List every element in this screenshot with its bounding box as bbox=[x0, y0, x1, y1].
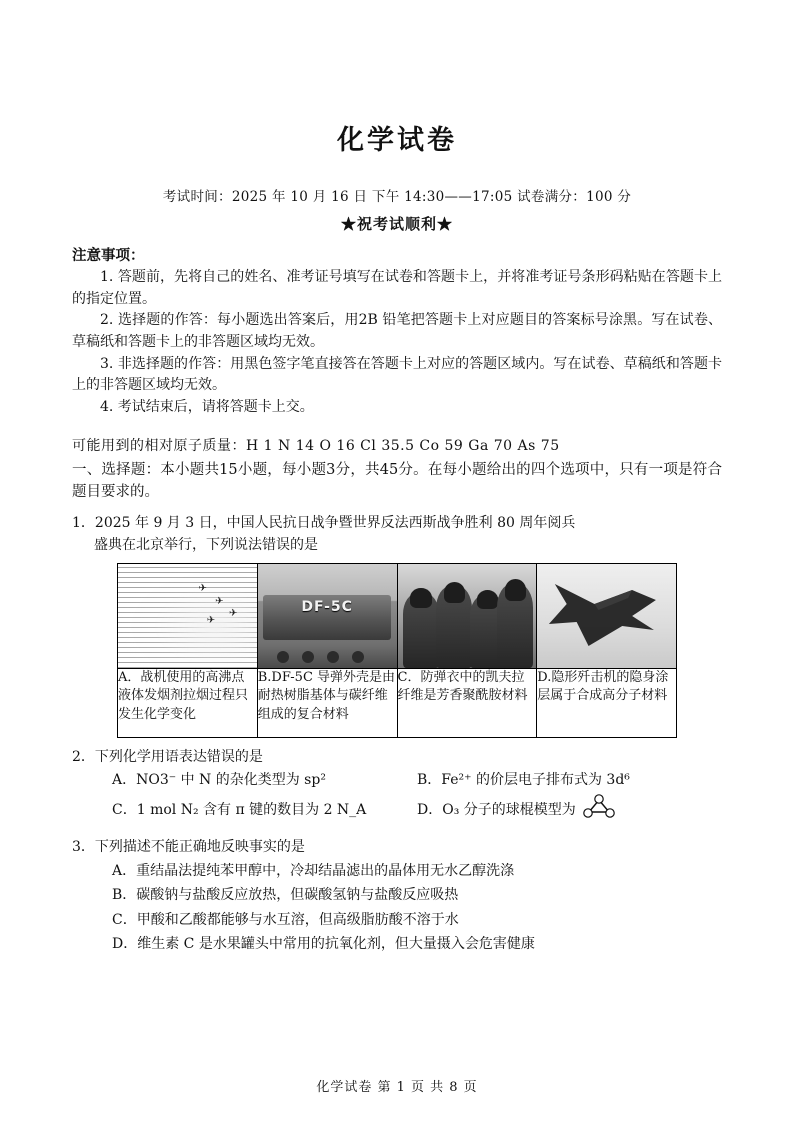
question-1-picture-table bbox=[117, 563, 677, 738]
picture-cell-c bbox=[397, 563, 537, 668]
caption-a: A．战机使用的高沸点液体发烟剂拉烟过程只发生化学变化 bbox=[118, 668, 258, 737]
soldier-figure bbox=[403, 593, 439, 668]
question-3-number: 3． bbox=[72, 839, 95, 856]
question-2-option-b: B．Fe²⁺ 的价层电子排布式为 3d⁶ bbox=[417, 771, 630, 788]
question-1-stem-line1: 2025 年 9 月 3 日，中国人民抗日战争暨世界反法西斯战争胜利 80 周年阅兵 bbox=[94, 514, 576, 531]
wheel bbox=[277, 651, 289, 663]
helmet bbox=[410, 588, 432, 607]
notice-item-4: 4. 考试结束后，请将答题卡上交。 bbox=[100, 399, 314, 416]
image-stealth-fighter bbox=[537, 564, 676, 668]
page-title: 化学试卷 bbox=[337, 125, 457, 156]
notice-item-2: 2. 选择题的作答：每小题选出答案后，用2B 铅笔把答题卡上对应题目的答案标号涂黑。写在试卷、草稿纸和答题卡上的非答题区域均无效。 bbox=[72, 312, 722, 351]
caption-c: C．防弹衣中的凯夫拉纤维是芳香聚酰胺材料 bbox=[397, 668, 537, 737]
image-stealth-fighter-art bbox=[537, 564, 676, 668]
plane-icon bbox=[229, 611, 240, 616]
question-3-option-b: B．碳酸钠与盐酸反应放热，但碳酸氢钠与盐酸反应吸热 bbox=[112, 887, 459, 904]
question-2 bbox=[72, 746, 722, 768]
soldier-figure bbox=[497, 584, 533, 667]
question-2-option-d bbox=[417, 793, 722, 828]
question-3-option-c: C．甲酸和乙酸都能够与水互溶，但高级脂肪酸不溶于水 bbox=[112, 911, 459, 928]
section-one-heading: 一、选择题：本小题共15小题，每小题3分，共45分。在每小题给出的四个选项中，只有一项是符合题目要求的。 bbox=[72, 461, 722, 501]
question-3-stem: 下列描述不能正确地反映事实的是 bbox=[94, 839, 305, 856]
question-2-option-c: C．1 mol N₂ 含有 π 键的数目为 2 N_A bbox=[112, 802, 367, 819]
wheel bbox=[302, 651, 314, 663]
ozone-model-svg bbox=[582, 793, 616, 819]
wheel bbox=[352, 651, 364, 663]
exam-info: 考试时间：2025 年 10 月 16 日 下午 14:30——17:05 试卷满分：100 分 bbox=[162, 189, 632, 205]
question-3-option-d: D．维生素 C 是水果罐头中常用的抗氧化剂，但大量摄入会危害健康 bbox=[112, 936, 535, 953]
picture-cell-b bbox=[257, 563, 397, 668]
question-2-option-a: A．NO3⁻ 中 N 的杂化类型为 sp² bbox=[112, 771, 326, 788]
question-1-stem-line2: 盛典在北京举行，下列说法错误的是 bbox=[94, 537, 318, 554]
notice-item-1: 1. 答题前，先将自己的姓名、准考证号填写在试卷和答题卡上，并将准考证号条形码粘贴在答题卡上的指定位置。 bbox=[72, 269, 722, 307]
caption-b: B.DF-5C 导弹外壳是由耐热树脂基体与碳纤维组成的复合材料 bbox=[257, 668, 397, 737]
question-3 bbox=[72, 836, 722, 858]
caption-row bbox=[118, 668, 677, 737]
picture-row bbox=[118, 563, 677, 668]
question-2-option-d-text: D．O₃ 分子的球棍模型为 bbox=[417, 802, 576, 819]
question-2-stem: 下列化学用语表达错误的是 bbox=[94, 748, 263, 765]
image-df5c-missile-art bbox=[258, 564, 397, 668]
page-footer: 化学试卷 第 1 页 共 8 页 bbox=[316, 1080, 478, 1095]
image-soldiers-body-armor bbox=[398, 564, 537, 668]
question-2-options-row-2 bbox=[72, 793, 722, 828]
caption-d: D.隐形歼击机的隐身涂层属于合成高分子材料 bbox=[537, 668, 677, 737]
image-df5c-missile bbox=[258, 564, 397, 668]
missile-label: DF-5C bbox=[301, 598, 353, 615]
question-2-options-row-1 bbox=[72, 768, 722, 793]
plane-icon bbox=[215, 599, 226, 604]
notice-heading: 注意事项： bbox=[72, 247, 145, 264]
helmet bbox=[477, 590, 499, 609]
helmet bbox=[505, 579, 527, 601]
picture-cell-d bbox=[537, 563, 677, 668]
plane-icon bbox=[198, 586, 209, 591]
wheel bbox=[327, 651, 339, 663]
wish-line: ★祝考试顺利★ bbox=[340, 215, 453, 233]
stealth-jet-icon bbox=[537, 564, 676, 668]
soldier-figure bbox=[436, 586, 472, 667]
question-1-number: 1． bbox=[72, 514, 95, 531]
notice-item-3: 3. 非选择题的作答：用黑色签字笔直接答在答题卡上对应的答题区域内。写在试卷、草稿纸和答题卡上的非答题区域均无效。 bbox=[72, 355, 722, 394]
image-smoke-trail bbox=[118, 564, 257, 668]
question-3-option-a: A．重结晶法提纯苯甲醇中，冷却结晶滤出的晶体用无水乙醇洗涤 bbox=[112, 862, 515, 879]
image-soldiers-art bbox=[398, 564, 537, 668]
plane-icon bbox=[207, 618, 218, 623]
picture-cell-a bbox=[118, 563, 258, 668]
question-2-number: 2． bbox=[72, 748, 95, 765]
ozone-ball-stick-model-icon bbox=[582, 793, 616, 828]
relative-atomic-mass: 可能用到的相对原子质量：H 1 N 14 O 16 Cl 35.5 Co 59 Ga 70 As 75 bbox=[72, 437, 560, 454]
question-1 bbox=[72, 512, 722, 557]
helmet bbox=[444, 582, 466, 603]
